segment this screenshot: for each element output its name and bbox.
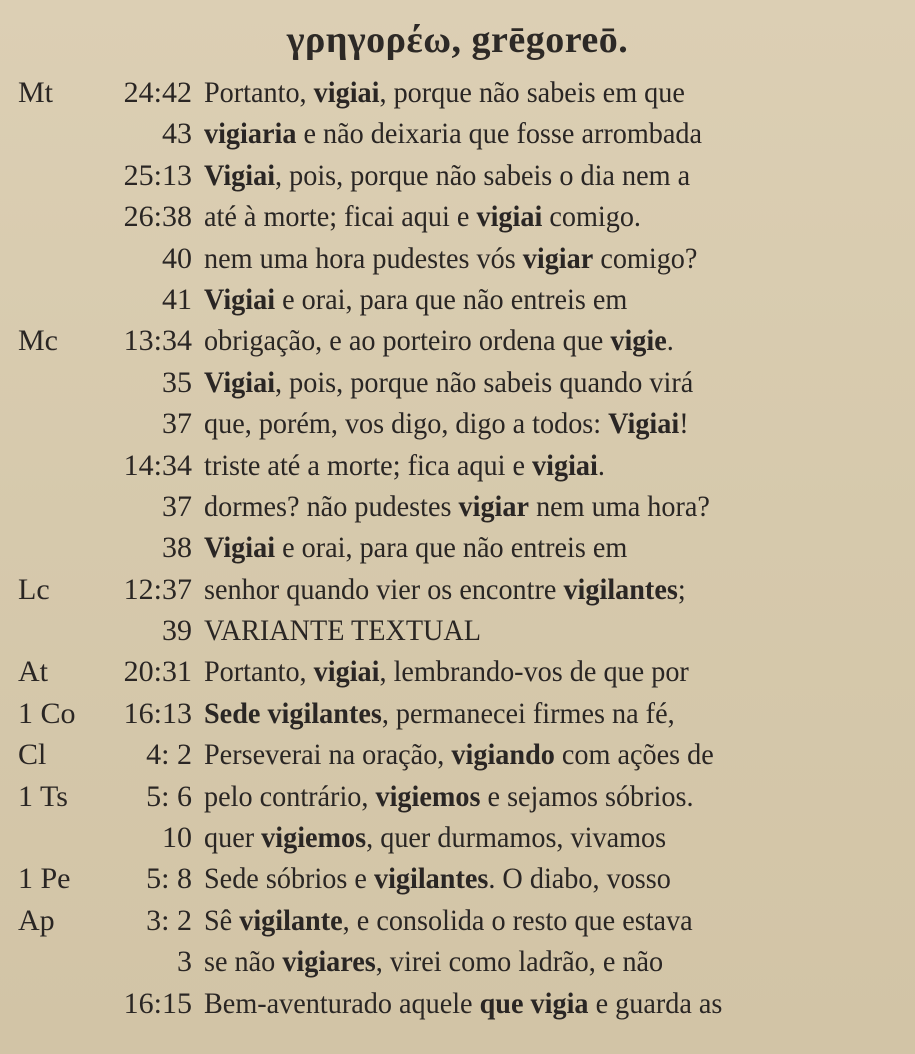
excerpt-text-after: comigo. <box>542 200 641 234</box>
excerpt-text-before: até à morte; ficai aqui e <box>204 200 477 234</box>
book-abbreviation: 1 Co <box>18 696 76 730</box>
excerpt-text-after: e guarda as <box>588 986 723 1020</box>
book-abbreviation: At <box>18 655 48 689</box>
reference-row <box>0 900 915 941</box>
reference-row <box>0 858 915 899</box>
excerpt-text-before: se não <box>204 945 283 979</box>
excerpt-text-before: nem uma hora pudestes vós <box>204 241 523 275</box>
keyword-highlight: vigilantes <box>563 572 678 606</box>
reference-row <box>0 983 915 1024</box>
verse-excerpt <box>204 817 666 858</box>
verse-reference: 14:34 <box>123 448 192 482</box>
verse-excerpt <box>204 900 693 941</box>
excerpt-text-before: que, porém, vos digo, digo a todos: <box>204 407 609 441</box>
verse-excerpt <box>204 196 641 237</box>
reference-row <box>0 320 915 361</box>
excerpt-text-after: nem uma hora? <box>529 489 710 523</box>
excerpt-text-after: . <box>597 448 605 482</box>
excerpt-text-before: senhor quando vier os encontre <box>204 572 564 606</box>
reference-row <box>0 155 915 196</box>
verse-reference: 4: 2 <box>146 738 192 772</box>
verse-reference: 39 <box>162 614 192 648</box>
verse-excerpt <box>204 320 674 361</box>
keyword-highlight: vigiemos <box>261 821 367 855</box>
reference-row <box>0 445 915 486</box>
excerpt-text-before: obrigação, e ao porteiro ordena que <box>204 324 611 358</box>
verse-reference: 12:37 <box>123 572 192 606</box>
verse-excerpt <box>204 238 697 279</box>
verse-reference: 13:34 <box>123 324 192 358</box>
excerpt-text-after: , quer durmamos, vivamos <box>366 821 667 855</box>
keyword-highlight: Vigiai <box>204 158 276 192</box>
excerpt-text-after: , porque não sabeis em que <box>379 76 685 109</box>
reference-row <box>0 486 915 527</box>
excerpt-text-after: com ações de <box>554 738 714 772</box>
excerpt-text-after: , pois, porque não sabeis o dia nem a <box>275 158 691 192</box>
verse-reference: 10 <box>162 821 192 855</box>
excerpt-text-before: dormes? não pudestes <box>204 489 459 523</box>
excerpt-text-after: e orai, para que não entreis em <box>275 531 628 565</box>
reference-row <box>0 610 915 651</box>
excerpt-text-after: , permanecei firmes na fé, <box>381 696 675 730</box>
keyword-highlight: vigie <box>610 324 667 358</box>
keyword-highlight: Vigiai <box>204 365 276 399</box>
verse-reference: 37 <box>162 489 192 523</box>
keyword-highlight: Vigiai <box>204 282 276 316</box>
verse-reference: 5: 8 <box>146 862 192 896</box>
excerpt-text-after: e não deixaria que fosse arrombada <box>296 117 703 151</box>
excerpt-text-after: e orai, para que não entreis em <box>275 282 628 316</box>
excerpt-text-before: Sê <box>204 903 240 937</box>
verse-excerpt <box>204 486 710 527</box>
excerpt-text-after: , lembrando-vos de que por <box>379 655 689 689</box>
reference-row <box>0 817 915 858</box>
reference-row <box>0 238 915 279</box>
verse-reference: 35 <box>162 365 192 399</box>
excerpt-text-after: ! <box>679 407 689 441</box>
verse-reference: 20:31 <box>123 655 192 689</box>
verse-reference: 16:13 <box>123 696 192 730</box>
keyword-highlight: Vigiai <box>204 531 276 565</box>
excerpt-text-before: quer <box>204 821 262 855</box>
keyword-highlight: vigiares <box>282 945 376 979</box>
keyword-highlight: vigiai <box>313 76 380 109</box>
book-abbreviation: Lc <box>18 572 50 606</box>
excerpt-text-before: Perseverai na oração, <box>204 738 452 772</box>
verse-reference: 3 <box>177 945 192 979</box>
book-abbreviation: Ap <box>18 903 55 937</box>
excerpt-text-before: triste até a morte; fica aqui e <box>204 448 533 482</box>
keyword-highlight: Vigiai <box>608 407 680 441</box>
excerpt-text-before: Portanto, <box>204 655 314 689</box>
verse-excerpt <box>204 155 690 196</box>
keyword-highlight: vigiando <box>451 738 555 772</box>
keyword-highlight: vigilante <box>239 903 343 937</box>
verse-reference: 24:42 <box>123 76 192 109</box>
reference-row <box>0 72 915 113</box>
reference-row <box>0 693 915 734</box>
book-abbreviation: 1 Ts <box>18 779 68 813</box>
reference-row <box>0 113 915 154</box>
reference-list <box>0 72 915 1024</box>
excerpt-text-after: , pois, porque não sabeis quando virá <box>275 365 694 399</box>
verse-reference: 43 <box>162 117 192 151</box>
verse-reference: 3: 2 <box>146 903 192 937</box>
verse-excerpt <box>204 527 627 568</box>
reference-row <box>0 776 915 817</box>
excerpt-text-after: comigo? <box>593 241 698 275</box>
excerpt-text-before: Bem-aventurado aquele <box>204 986 480 1020</box>
verse-excerpt <box>204 651 689 692</box>
verse-excerpt <box>204 983 722 1024</box>
verse-excerpt <box>204 72 685 113</box>
verse-reference: 38 <box>162 531 192 565</box>
reference-row <box>0 403 915 444</box>
verse-excerpt <box>204 362 693 403</box>
reference-row <box>0 941 915 982</box>
book-abbreviation: Cl <box>18 738 47 772</box>
excerpt-text-before: VARIANTE TEXTUAL <box>204 614 482 648</box>
verse-reference: 26:38 <box>123 200 192 234</box>
excerpt-text-before: Portanto, <box>204 76 314 109</box>
verse-excerpt <box>204 776 693 817</box>
book-abbreviation: Mt <box>18 76 54 109</box>
verse-excerpt <box>204 693 675 734</box>
excerpt-text-after: , virei como ladrão, e não <box>375 945 664 979</box>
verse-excerpt <box>204 610 481 651</box>
reference-row <box>0 527 915 568</box>
keyword-highlight: vigiai <box>313 655 380 689</box>
verse-reference: 40 <box>162 241 192 275</box>
keyword-highlight: que vigia <box>479 986 589 1020</box>
verse-excerpt <box>204 113 702 154</box>
keyword-highlight: vigiaria <box>204 117 297 151</box>
keyword-highlight: vigiar <box>458 489 530 523</box>
verse-excerpt <box>204 403 689 444</box>
entry-title: γρηγορέω, grēgoreō. <box>286 19 629 61</box>
verse-reference: 5: 6 <box>146 779 192 813</box>
reference-row <box>0 734 915 775</box>
excerpt-text-after: . O diabo, vosso <box>488 862 671 896</box>
book-abbreviation: Mc <box>18 324 58 358</box>
keyword-highlight: vigiemos <box>375 779 481 813</box>
book-abbreviation: 1 Pe <box>18 862 71 896</box>
reference-row <box>0 651 915 692</box>
verse-excerpt <box>204 858 671 899</box>
excerpt-text-after: e sejamos sóbrios. <box>480 779 694 813</box>
verse-excerpt <box>204 734 714 775</box>
excerpt-text-after: ; <box>677 572 686 606</box>
excerpt-text-after: , e consolida o resto que estava <box>342 903 693 937</box>
keyword-highlight: Sede vigilantes <box>204 696 382 730</box>
reference-row <box>0 362 915 403</box>
verse-excerpt <box>204 445 605 486</box>
verse-excerpt <box>204 279 627 320</box>
excerpt-text-before: pelo contrário, <box>204 779 376 813</box>
reference-row <box>0 279 915 320</box>
keyword-highlight: vigilantes <box>373 862 489 896</box>
keyword-highlight: vigiar <box>522 241 594 275</box>
excerpt-text-after: . <box>666 324 674 358</box>
keyword-highlight: vigiai <box>476 200 543 234</box>
reference-row <box>0 569 915 610</box>
verse-reference: 25:13 <box>123 158 192 192</box>
verse-excerpt <box>204 569 686 610</box>
verse-reference: 41 <box>162 282 192 316</box>
verse-excerpt <box>204 941 663 982</box>
excerpt-text-before: Sede sóbrios e <box>204 862 374 896</box>
keyword-highlight: vigiai <box>532 448 598 482</box>
reference-row <box>0 196 915 237</box>
verse-reference: 16:15 <box>123 986 192 1020</box>
verse-reference: 37 <box>162 407 192 441</box>
